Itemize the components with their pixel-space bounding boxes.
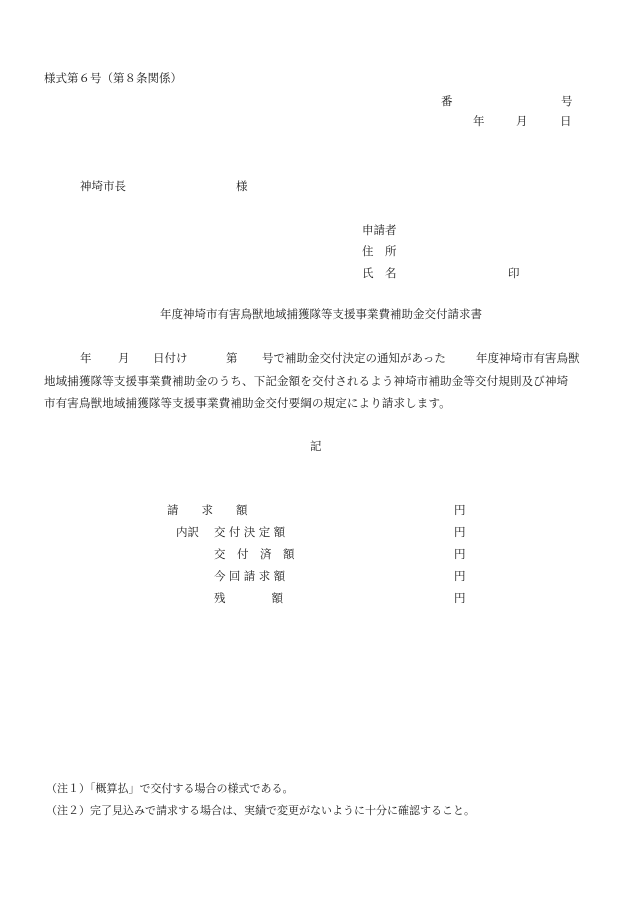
note-2: （注２）完了見込みで請求する場合は、実績で変更がないように十分に確認すること。 bbox=[46, 804, 475, 817]
breakdown-label: 内訳 bbox=[176, 525, 199, 539]
number-label: 番 bbox=[441, 94, 453, 108]
body-line-2: 地域捕獲隊等支援事業費補助金のうち、下記金額を交付されるよう神埼市補助金等交付規則及び神埼 bbox=[44, 374, 569, 388]
body-line-3: 市有害鳥獣地域捕獲隊等支援事業費補助金交付要綱の規定により請求します。 bbox=[44, 396, 451, 410]
ki-heading: 記 bbox=[310, 439, 322, 453]
date-year-label: 年 bbox=[473, 114, 485, 128]
body-month: 月 bbox=[118, 351, 130, 365]
yen-unit: 円 bbox=[454, 591, 466, 605]
amount-row-label: 交 付 済 額 bbox=[214, 547, 295, 561]
yen-unit: 円 bbox=[454, 525, 466, 539]
date-month-label: 月 bbox=[516, 114, 528, 128]
body-fiscal-year-text: 年度神埼市有害鳥獣 bbox=[476, 351, 580, 365]
amount-row-label: 残 額 bbox=[214, 591, 283, 605]
amount-row-label: 今回請求額 bbox=[214, 569, 289, 583]
applicant-label: 申請者 bbox=[362, 223, 397, 237]
applicant-address-label: 住 所 bbox=[362, 244, 397, 258]
body-dai: 第 bbox=[226, 351, 238, 365]
number-suffix: 号 bbox=[561, 94, 573, 108]
form-number: 様式第６号（第８条関係） bbox=[44, 71, 182, 85]
body-year: 年 bbox=[80, 351, 92, 365]
yen-unit: 円 bbox=[454, 503, 466, 517]
seal-mark: 印 bbox=[508, 266, 520, 280]
yen-unit: 円 bbox=[454, 569, 466, 583]
date-day-label: 日 bbox=[560, 114, 572, 128]
amount-row-label: 請 求 額 bbox=[167, 503, 248, 517]
document-title: 年度神埼市有害鳥獣地域捕獲隊等支援事業費補助金交付請求書 bbox=[160, 307, 482, 321]
amount-row-label: 交付決定額 bbox=[214, 525, 289, 539]
yen-unit: 円 bbox=[454, 547, 466, 561]
body-notice-text: 号で補助金交付決定の通知があった bbox=[262, 351, 446, 365]
note-1: （注１）「概算払」で交付する場合の様式である。 bbox=[46, 782, 294, 795]
applicant-name-label: 氏 名 bbox=[362, 266, 397, 280]
addressee-name: 神埼市長 bbox=[80, 179, 126, 193]
addressee-honorific: 様 bbox=[236, 179, 248, 193]
body-date-suffix: 日付け bbox=[153, 351, 188, 365]
